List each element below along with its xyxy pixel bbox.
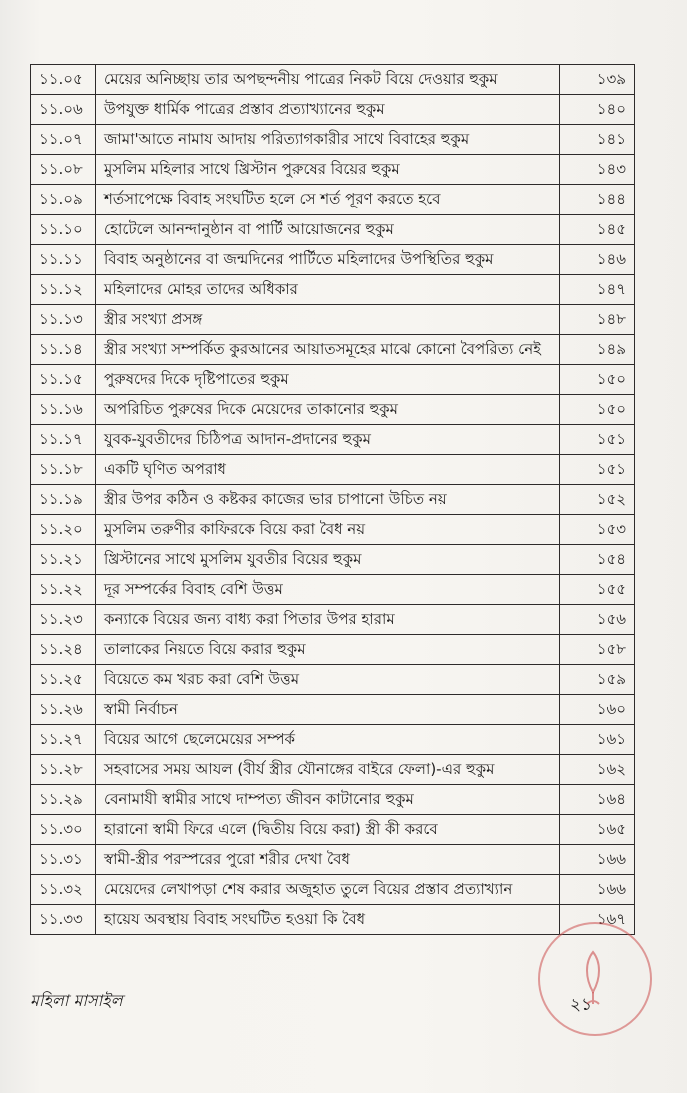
toc-row [31, 185, 635, 215]
toc-entry-number: ১১.০৮ [31, 155, 96, 185]
toc-row [31, 335, 635, 365]
toc-entry-number: ১১.২১ [31, 545, 96, 575]
toc-entry-page: ১৬০ [560, 695, 635, 725]
toc-entry-number: ১১.১৮ [31, 455, 96, 485]
toc-row [31, 755, 635, 785]
toc-entry-number: ১১.১৬ [31, 395, 96, 425]
toc-entry-title: স্বামী-স্ত্রীর পরস্পরের পুরো শরীর দেখা বৈধ [96, 845, 560, 875]
toc-entry-page: ১৫৬ [560, 605, 635, 635]
toc-row [31, 665, 635, 695]
toc-row [31, 305, 635, 335]
toc-entry-title: কন্যাকে বিয়ের জন্য বাধ্য করা পিতার উপর হারাম [96, 605, 560, 635]
toc-entry-page: ১৫৫ [560, 575, 635, 605]
toc-row [31, 845, 635, 875]
toc-entry-title: অপরিচিত পুরুষের দিকে মেয়েদের তাকানোর হুকুম [96, 395, 560, 425]
toc-row [31, 485, 635, 515]
toc-row [31, 905, 635, 935]
toc-entry-page: ১৩৯ [560, 65, 635, 95]
toc-row [31, 65, 635, 95]
toc-entry-number: ১১.১৩ [31, 305, 96, 335]
toc-entry-page: ১৬২ [560, 755, 635, 785]
table-of-contents [30, 64, 635, 935]
toc-entry-number: ১১.১৭ [31, 425, 96, 455]
toc-entry-number: ১১.২৪ [31, 635, 96, 665]
toc-entry-title: উপযুক্ত ধার্মিক পাত্রের প্রস্তাব প্রত্যাখ্যানের হুকুম [96, 95, 560, 125]
toc-entry-page: ১৫০ [560, 395, 635, 425]
toc-entry-page: ১৫৪ [560, 545, 635, 575]
toc-entry-title: হারানো স্বামী ফিরে এলে (দ্বিতীয় বিয়ে করা) স্ত্রী কী করবে [96, 815, 560, 845]
page-number: ২১ [570, 995, 593, 1015]
toc-entry-title: স্ত্রীর সংখ্যা সম্পর্কিত কুরআনের আয়াতসমূহের মাঝে কোনো বৈপরিত্য নেই [96, 335, 560, 365]
toc-entry-page: ১৫২ [560, 485, 635, 515]
toc-row [31, 245, 635, 275]
toc-entry-title: দূর সম্পর্কের বিবাহ বেশি উত্তম [96, 575, 560, 605]
toc-entry-page: ১৫৮ [560, 635, 635, 665]
toc-entry-number: ১১.২২ [31, 575, 96, 605]
toc-entry-title: বিয়েতে কম খরচ করা বেশি উত্তম [96, 665, 560, 695]
toc-entry-page: ১৪৩ [560, 155, 635, 185]
toc-entry-title: পুরুষদের দিকে দৃষ্টিপাতের হুকুম [96, 365, 560, 395]
toc-row [31, 605, 635, 635]
toc-entry-page: ১৬১ [560, 725, 635, 755]
toc-entry-page: ১৬৪ [560, 785, 635, 815]
toc-row [31, 785, 635, 815]
quill-icon [575, 948, 611, 1008]
toc-row [31, 425, 635, 455]
toc-entry-number: ১১.১০ [31, 215, 96, 245]
toc-entry-title: খ্রিস্টানের সাথে মুসলিম যুবতীর বিয়ের হুকুম [96, 545, 560, 575]
book-title: মহিলা মাসাইল [30, 991, 123, 1010]
toc-entry-page: ১৫৯ [560, 665, 635, 695]
toc-entry-page: ১৪১ [560, 125, 635, 155]
toc-row [31, 575, 635, 605]
toc-entry-page: ১৪৪ [560, 185, 635, 215]
toc-entry-page: ১৫৩ [560, 515, 635, 545]
toc-entry-number: ১১.২৬ [31, 695, 96, 725]
toc-entry-title: স্ত্রীর উপর কঠিন ও কষ্টকর কাজের ভার চাপানো উচিত নয় [96, 485, 560, 515]
toc-entry-number: ১১.২৫ [31, 665, 96, 695]
toc-entry-number: ১১.১১ [31, 245, 96, 275]
toc-entry-title: স্বামী নির্বাচন [96, 695, 560, 725]
toc-entry-number: ১১.৩১ [31, 845, 96, 875]
toc-entry-page: ১৬৫ [560, 815, 635, 845]
toc-row [31, 215, 635, 245]
toc-entry-title: মহিলাদের মোহর তাদের অধিকার [96, 275, 560, 305]
toc-row [31, 875, 635, 905]
toc-entry-title: একটি ঘৃণিত অপরাধ [96, 455, 560, 485]
toc-entry-title: মেয়েদের লেখাপড়া শেষ করার অজুহাত তুলে বিয়ের প্রস্তাব প্রত্যাখ্যান [96, 875, 560, 905]
toc-entry-number: ১১.০৭ [31, 125, 96, 155]
toc-row [31, 155, 635, 185]
toc-row [31, 815, 635, 845]
toc-entry-title: শর্তসাপেক্ষে বিবাহ সংঘটিত হলে সে শর্ত পূরণ করতে হবে [96, 185, 560, 215]
toc-entry-title: হোটেলে আনন্দানুষ্ঠান বা পার্টি আয়োজনের হুকুম [96, 215, 560, 245]
toc-entry-number: ১১.২৮ [31, 755, 96, 785]
toc-entry-number: ১১.২৯ [31, 785, 96, 815]
toc-entry-number: ১১.২৭ [31, 725, 96, 755]
toc-entry-page: ১৪৯ [560, 335, 635, 365]
toc-entry-title: মুসলিম তরুণীর কাফিরকে বিয়ে করা বৈধ নয় [96, 515, 560, 545]
toc-row [31, 95, 635, 125]
toc-entry-number: ১১.১৫ [31, 365, 96, 395]
toc-entry-number: ১১.৩০ [31, 815, 96, 845]
toc-entry-page: ১৬৬ [560, 875, 635, 905]
toc-entry-number: ১১.৩৩ [31, 905, 96, 935]
toc-entry-page: ১৪৮ [560, 305, 635, 335]
toc-entry-number: ১১.০৫ [31, 65, 96, 95]
toc-entry-title: মুসলিম মহিলার সাথে খ্রিস্টান পুরুষের বিয়ের হুকুম [96, 155, 560, 185]
toc-entry-title: সহবাসের সময় আযল (বীর্য স্ত্রীর যৌনাঙ্গের বাইরে ফেলা)-এর হুকুম [96, 755, 560, 785]
toc-row [31, 365, 635, 395]
toc-entry-number: ১১.০৯ [31, 185, 96, 215]
toc-entry-title: হায়েয অবস্থায় বিবাহ সংঘটিত হওয়া কি বৈধ [96, 905, 560, 935]
toc-entry-number: ১১.১২ [31, 275, 96, 305]
toc-row [31, 275, 635, 305]
toc-entry-page: ১৪৭ [560, 275, 635, 305]
toc-entry-page: ১৪৬ [560, 245, 635, 275]
toc-entry-page: ১৬৭ [560, 905, 635, 935]
toc-entry-number: ১১.২০ [31, 515, 96, 545]
toc-entry-title: মেয়ের অনিচ্ছায় তার অপছন্দনীয় পাত্রের নিকট বিয়ে দেওয়ার হুকুম [96, 65, 560, 95]
toc-entry-title: জামা'আতে নামায আদায় পরিত্যাগকারীর সাথে বিবাহের হুকুম [96, 125, 560, 155]
toc-row [31, 455, 635, 485]
toc-entry-title: বিয়ের আগে ছেলেমেয়ের সম্পর্ক [96, 725, 560, 755]
toc-entry-title: বেনামাযী স্বামীর সাথে দাম্পত্য জীবন কাটানোর হুকুম [96, 785, 560, 815]
toc-entry-page: ১৫১ [560, 425, 635, 455]
toc-entry-page: ১৪০ [560, 95, 635, 125]
toc-entry-title: বিবাহ অনুষ্ঠানের বা জন্মদিনের পার্টিতে মহিলাদের উপস্থিতির হুকুম [96, 245, 560, 275]
toc-row [31, 515, 635, 545]
toc-entry-number: ১১.০৬ [31, 95, 96, 125]
toc-row [31, 695, 635, 725]
toc-row [31, 125, 635, 155]
toc-entry-title: তালাকের নিয়তে বিয়ে করার হুকুম [96, 635, 560, 665]
toc-row [31, 635, 635, 665]
toc-entry-number: ১১.২৩ [31, 605, 96, 635]
toc-row [31, 545, 635, 575]
toc-row [31, 725, 635, 755]
toc-entry-title: যুবক-যুবতীদের চিঠিপত্র আদান-প্রদানের হুকুম [96, 425, 560, 455]
toc-entry-page: ১৫০ [560, 365, 635, 395]
toc-entry-page: ১৫১ [560, 455, 635, 485]
toc-entry-page: ১৪৫ [560, 215, 635, 245]
toc-row [31, 395, 635, 425]
toc-entry-number: ১১.৩২ [31, 875, 96, 905]
toc-entry-number: ১১.১৪ [31, 335, 96, 365]
toc-entry-number: ১১.১৯ [31, 485, 96, 515]
toc-entry-page: ১৬৬ [560, 845, 635, 875]
toc-entry-title: স্ত্রীর সংখ্যা প্রসঙ্গ [96, 305, 560, 335]
